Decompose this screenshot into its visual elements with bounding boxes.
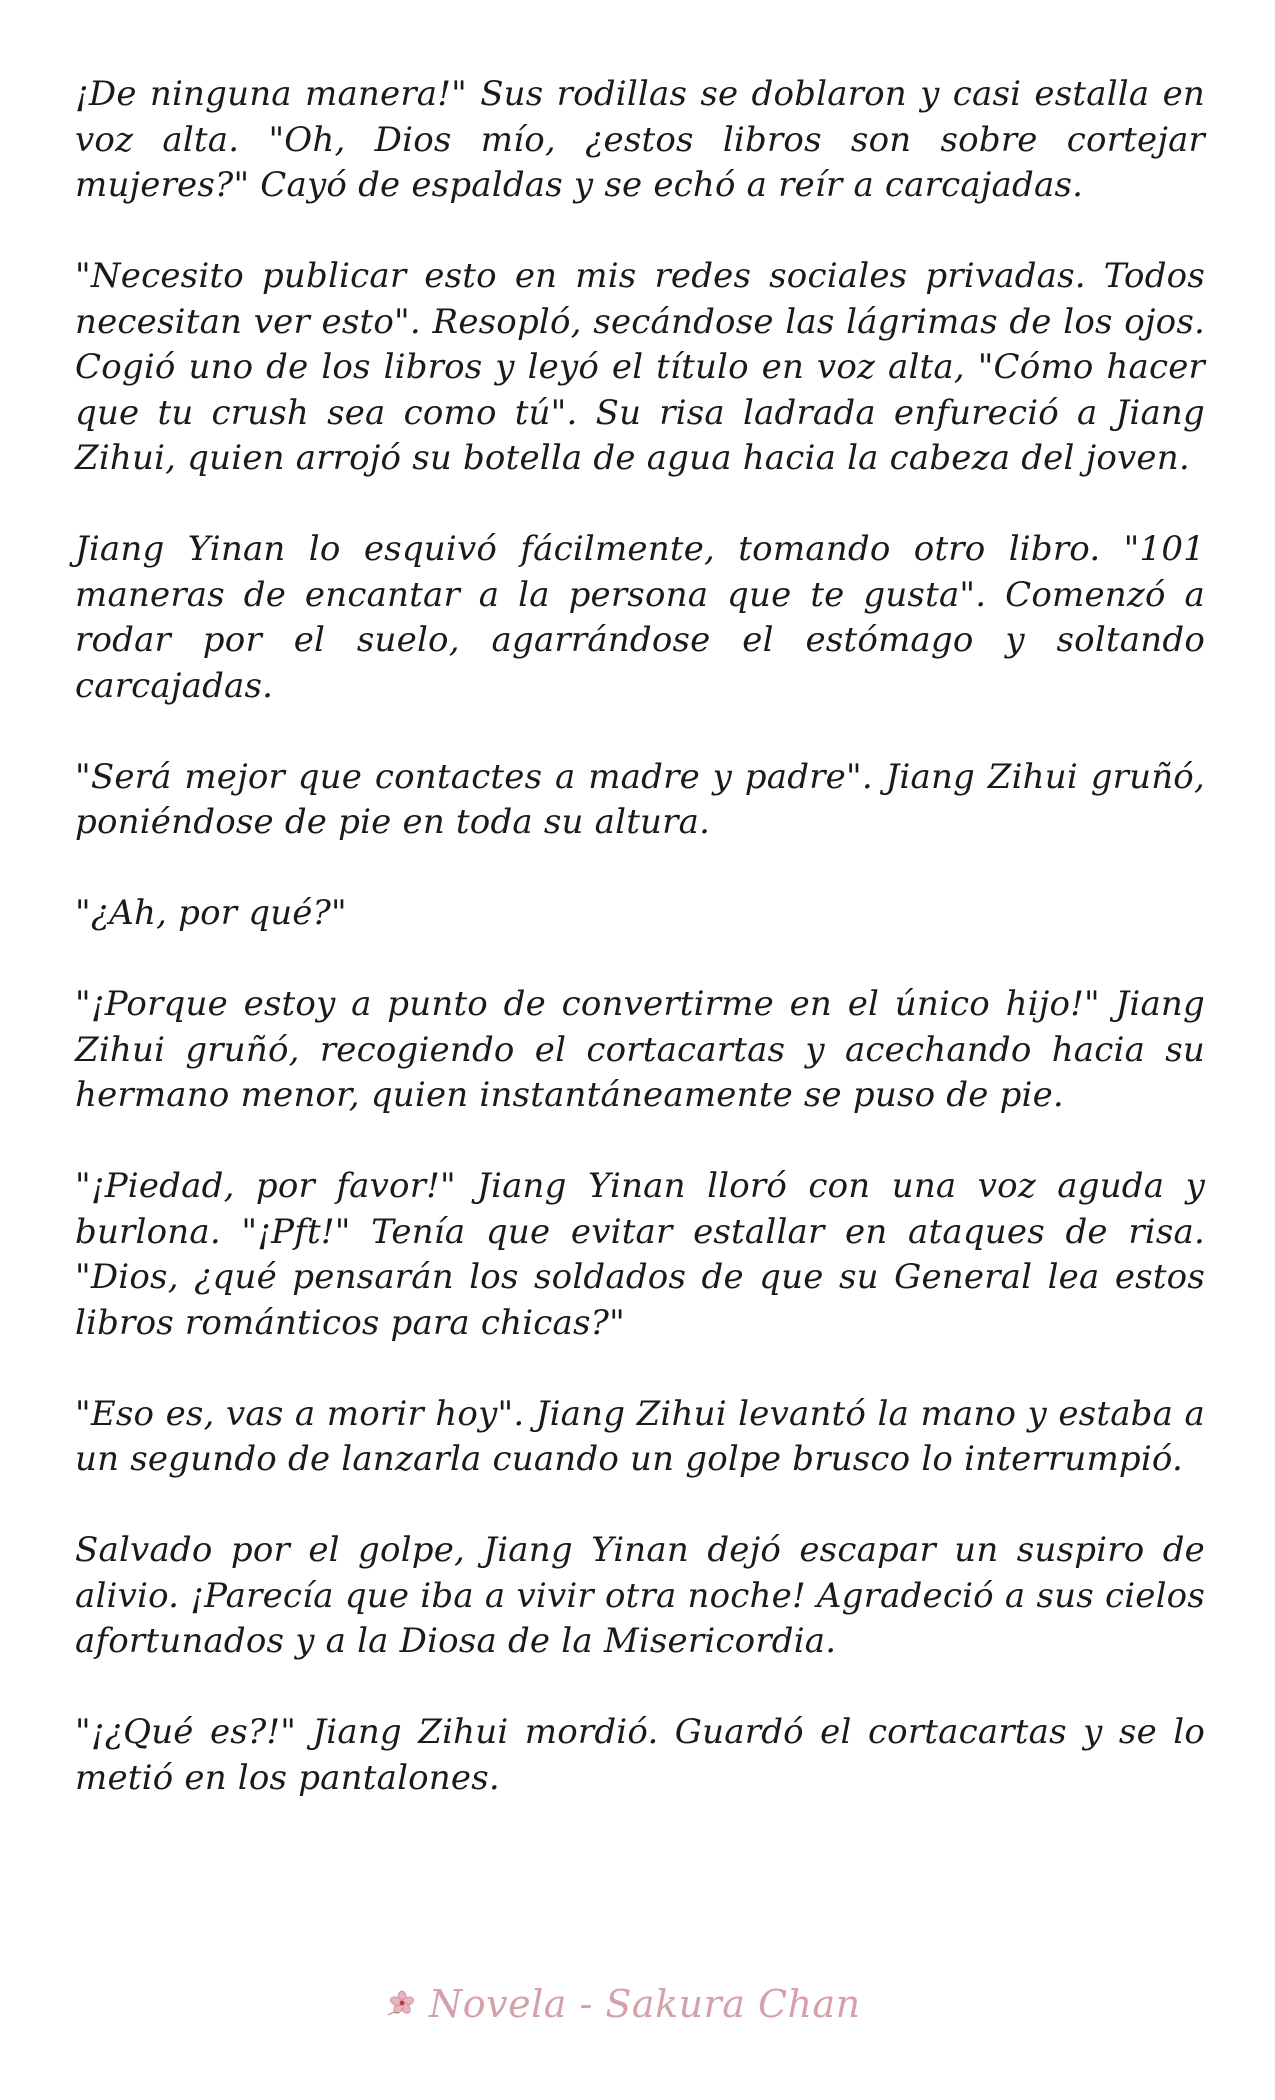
paragraph: "Eso es, vas a morir hoy". Jiang Zihui levantó la mano y estaba a un segundo de lanzarla cuando un golpe brusco lo interrumpió. [75, 1393, 1205, 1479]
paragraph: "¡Porque estoy a punto de convertirme en el único hijo!" Jiang Zihui gruñó, recogiendo el cortacartas y acechando hacia su hermano menor, quien instantáneamente se puso de pie. [75, 984, 1205, 1115]
paragraph: "¡¿Qué es?!" Jiang Zihui mordió. Guardó el cortacartas y se lo metió en los pantalones. [75, 1712, 1205, 1798]
sakura-flower-icon [385, 1989, 419, 2019]
watermark [385, 1982, 861, 2026]
story-text [75, 72, 1205, 1801]
paragraph: Jiang Yinan lo esquivó fácilmente, tomando otro libro. "101 maneras de encantar a la persona que te gusta". Comenzó a rodar por el suelo, agarrándose el estómago y soltando carcajadas. [75, 529, 1205, 706]
paragraph: "Necesito publicar esto en mis redes sociales privadas. Todos necesitan ver esto". Resopló, secándose las lágrimas de los ojos. Cogió uno de los libros y leyó el título en voz alta, "Cómo hacer que tu crush sea como tú". Su risa ladrada enfureció a Jiang Zihui, quien arrojó su botella de agua hacia la cabeza del joven. [75, 256, 1205, 478]
watermark-text: Novela - Sakura Chan [429, 1982, 861, 2026]
paragraph: Salvado por el golpe, Jiang Yinan dejó escapar un suspiro de alivio. ¡Parecía que iba a vivir otra noche! Agradeció a sus cielos afortunados y a la Diosa de la Misericordia. [75, 1530, 1205, 1661]
paragraph: "Será mejor que contactes a madre y padre". Jiang Zihui gruñó, poniéndose de pie en toda su altura. [75, 756, 1205, 842]
paragraph: "¿Ah, por qué?" [75, 893, 347, 933]
paragraph: ¡De ninguna manera!" Sus rodillas se doblaron y casi estalla en voz alta. "Oh, Dios mío, ¿estos libros son sobre cortejar mujeres?" Cayó de espaldas y se echó a reír a carcajadas. [75, 74, 1205, 205]
paragraph: "¡Piedad, por favor!" Jiang Yinan lloró con una voz aguda y burlona. "¡Pft!" Tenía que evitar estallar en ataques de risa. "Dios, ¿qué pensarán los soldados de que su General lea estos libros románticos para chicas?" [75, 1166, 1205, 1343]
